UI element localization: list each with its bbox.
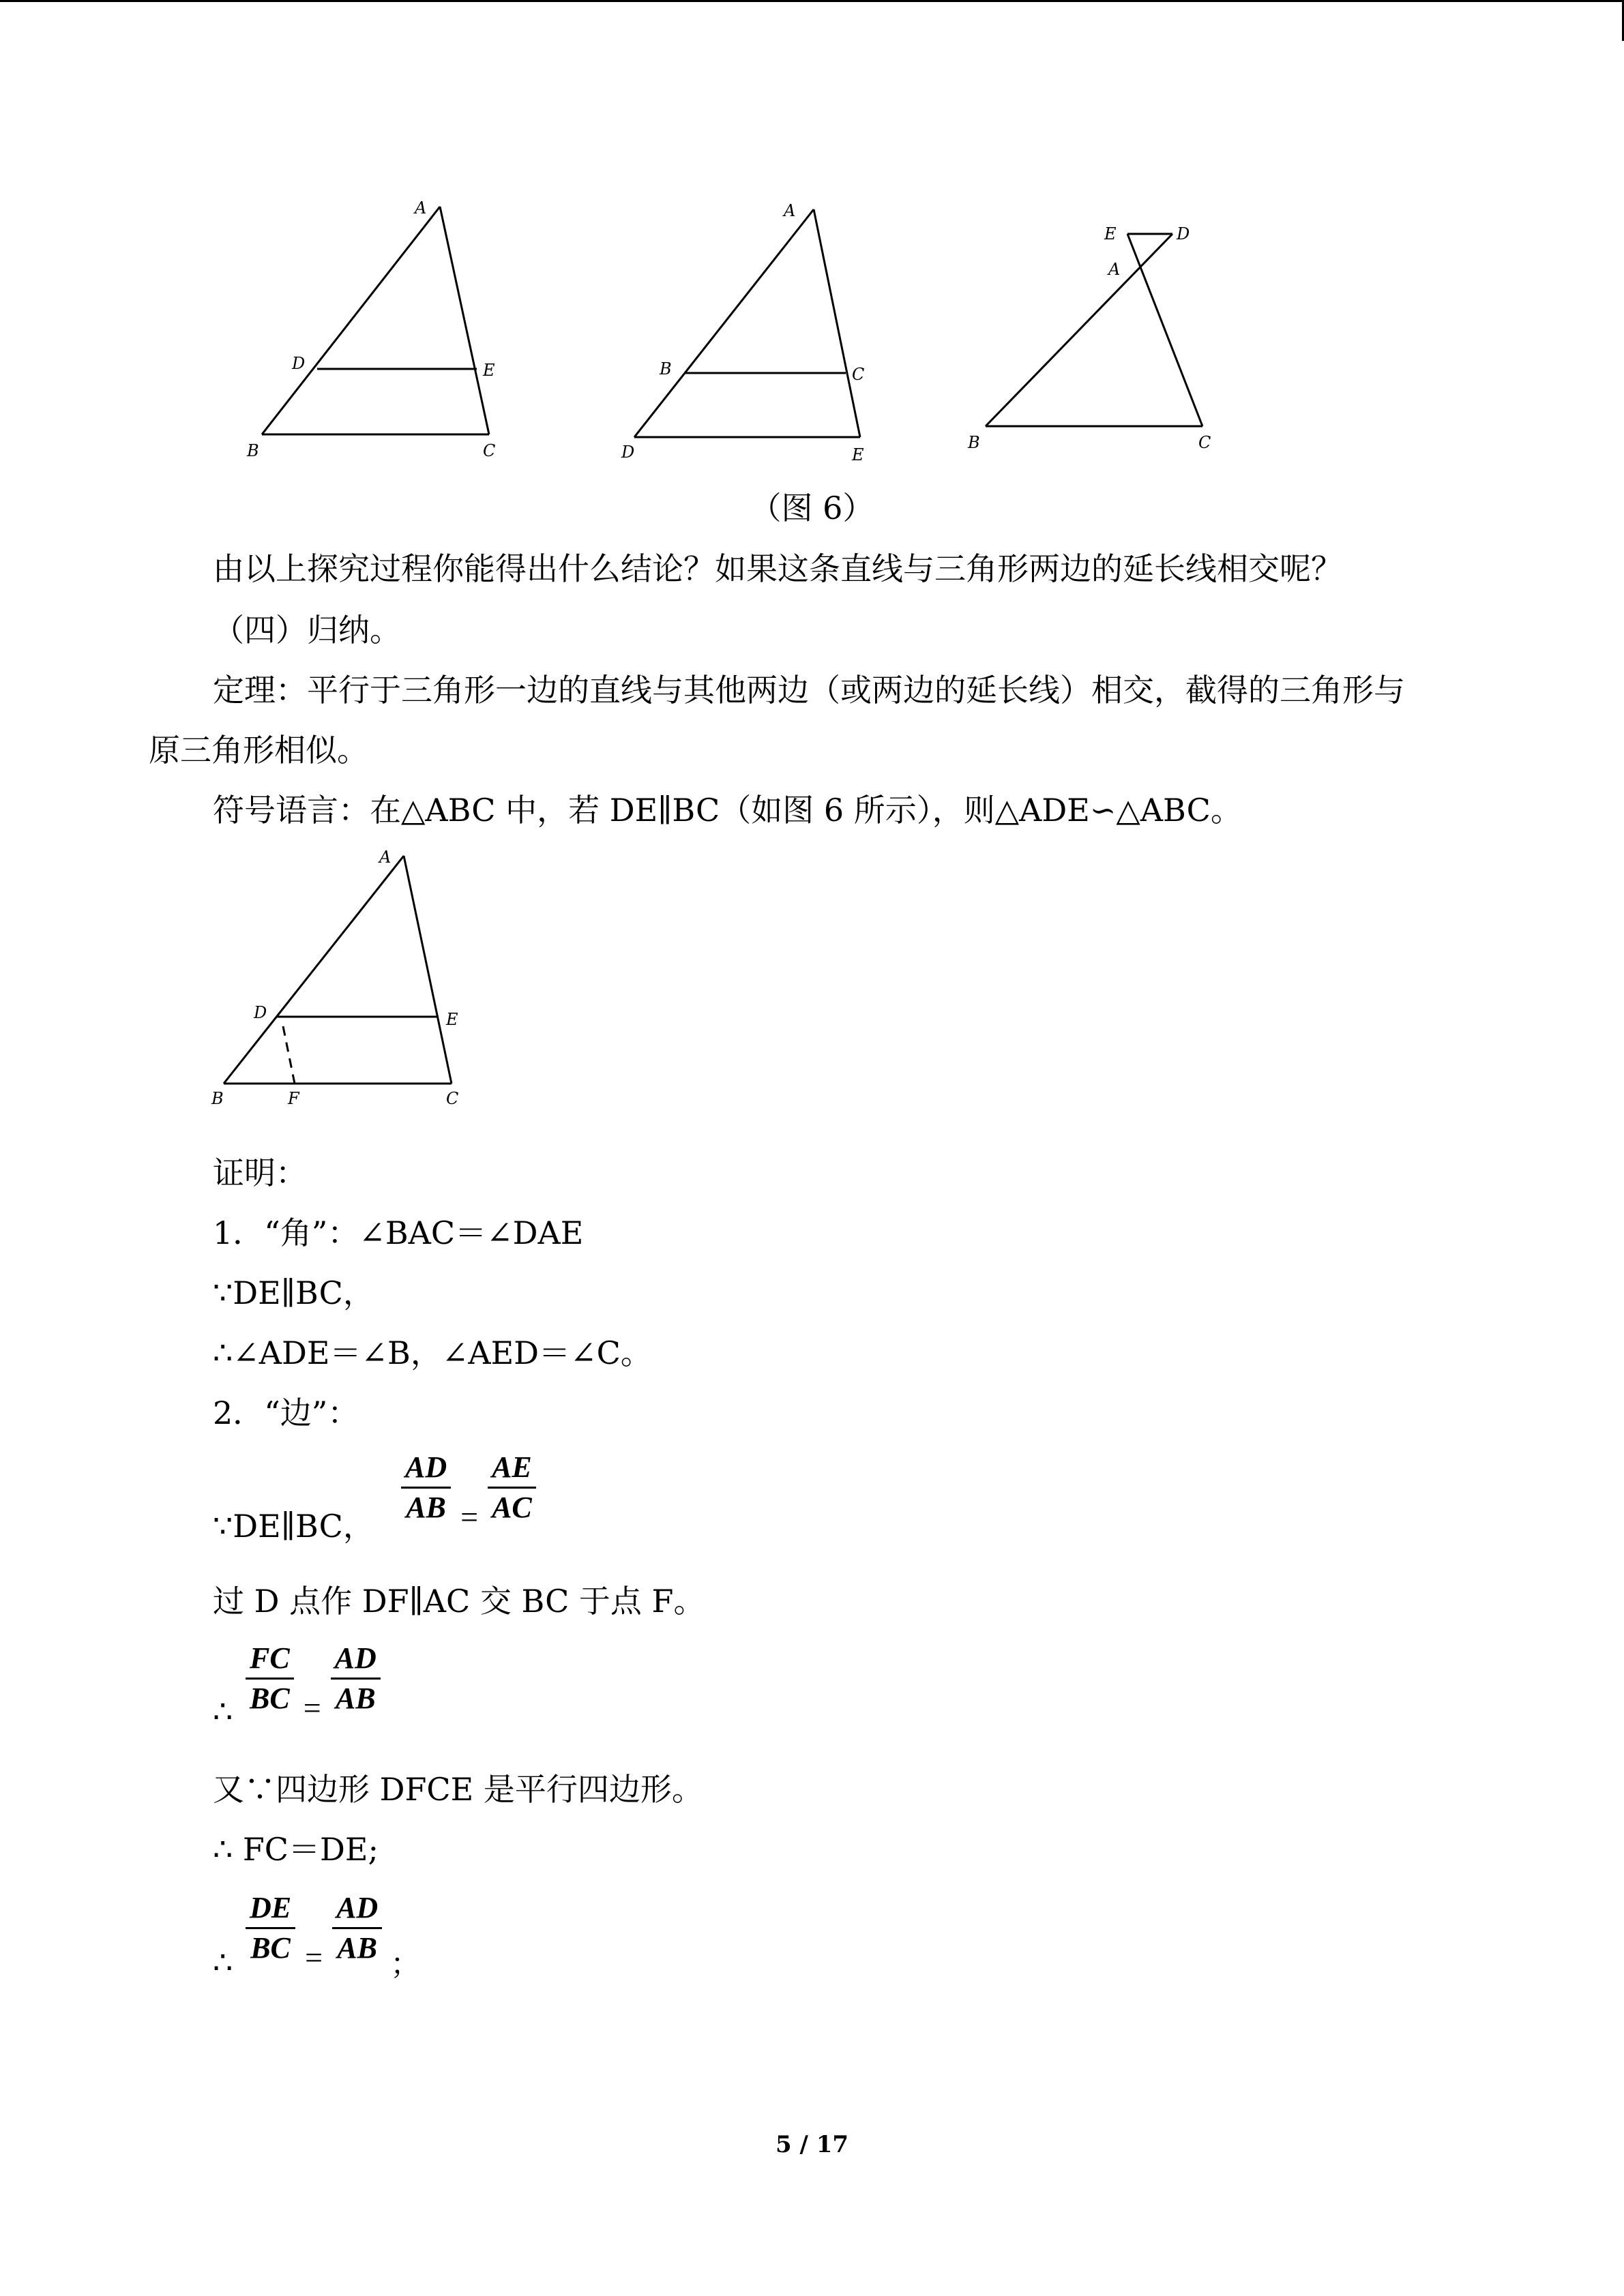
denominator: AC [492, 1491, 532, 1524]
figure-triangle-proof [205, 842, 491, 1115]
proof-construct-df: 过 D 点作 DF∥AC 交 BC 于点 F。 [213, 1583, 705, 1620]
semicolon: ； [390, 1948, 421, 1981]
proof-therefore-symbol: ∴ [213, 1693, 233, 1730]
numerator: AE [488, 1448, 536, 1489]
numerator: AD [331, 1639, 381, 1680]
label-C: C [1198, 433, 1211, 452]
label-B: B [660, 359, 672, 378]
label-D: D [1177, 224, 1190, 243]
label-F: F [288, 1089, 299, 1108]
numerator: AD [401, 1448, 451, 1489]
proof-therefore-symbol-2: ∴ [213, 1944, 233, 1981]
proof-fc-equals-de: ∴ FC＝DE; [213, 1831, 379, 1868]
label-B: B [211, 1089, 224, 1108]
equals-sign: = [305, 1940, 323, 1975]
label-C: C [446, 1089, 459, 1108]
equals-sign: = [460, 1500, 479, 1534]
label-E: E [483, 361, 495, 380]
equals-sign: = [303, 1690, 321, 1725]
figure-triangle-1 [239, 194, 525, 467]
proof-step-angle: 1．“角”：∠BAC＝∠DAE [213, 1214, 584, 1251]
figure-triangle-3 [958, 215, 1245, 460]
page-number: 5 / 17 [775, 2131, 849, 2158]
label-A: A [379, 848, 392, 867]
fraction-ad-ab-ae-ac [401, 1448, 536, 1535]
label-D: D [292, 354, 306, 373]
fraction-de-bc-ad-ab [246, 1889, 420, 1983]
paragraph-question: 由以上探究过程你能得出什么结论？如果这条直线与三角形两边的延长线相交呢？ [213, 550, 1342, 587]
label-A: A [784, 201, 796, 220]
denominator: AB [406, 1491, 446, 1524]
denominator: BC [250, 1682, 290, 1715]
numerator: AD [332, 1889, 382, 1929]
paragraph-section-heading: （四）归纳。 [213, 612, 401, 648]
label-B: B [247, 441, 259, 460]
paragraph-symbolic: 符号语言：在△ABC 中，若 DE∥BC（如图 6 所示），则△ADE∽△ABC。 [213, 792, 1242, 829]
paragraph-theorem: 定理：平行于三角形一边的直线与其他两边（或两边的延长线）相交，截得的三角形与 [213, 672, 1405, 709]
page-top-border [0, 0, 1624, 2]
label-B: B [968, 433, 980, 452]
label-E: E [446, 1010, 458, 1029]
denominator: BC [250, 1931, 291, 1965]
paragraph-theorem-cont: 原三角形相似。 [149, 732, 368, 769]
numerator: DE [246, 1889, 295, 1929]
proof-title: 证明： [213, 1154, 307, 1191]
proof-parallelogram: 又∵四边形 DFCE 是平行四边形。 [213, 1771, 703, 1808]
denominator: AB [335, 1682, 376, 1715]
fraction-fc-bc-ad-ab [246, 1639, 381, 1726]
label-C: C [483, 441, 496, 460]
label-D: D [621, 443, 635, 462]
label-E: E [852, 445, 864, 464]
label-A: A [1108, 260, 1121, 279]
figure-caption: （图 6） [750, 490, 874, 526]
proof-because-parallel: ∵DE∥BC， [213, 1274, 374, 1311]
numerator: FC [246, 1639, 294, 1680]
label-A: A [415, 198, 427, 218]
proof-because-parallel-2: ∵DE∥BC， [213, 1508, 374, 1545]
proof-step-side: 2．“边”： [213, 1395, 359, 1431]
proof-therefore-angles: ∴∠ADE＝∠B，∠AED＝∠C。 [213, 1335, 652, 1371]
denominator: AB [337, 1931, 377, 1965]
label-E: E [1104, 224, 1117, 243]
figure-triangle-2 [617, 194, 904, 467]
label-C: C [852, 365, 865, 384]
label-D: D [254, 1003, 267, 1022]
